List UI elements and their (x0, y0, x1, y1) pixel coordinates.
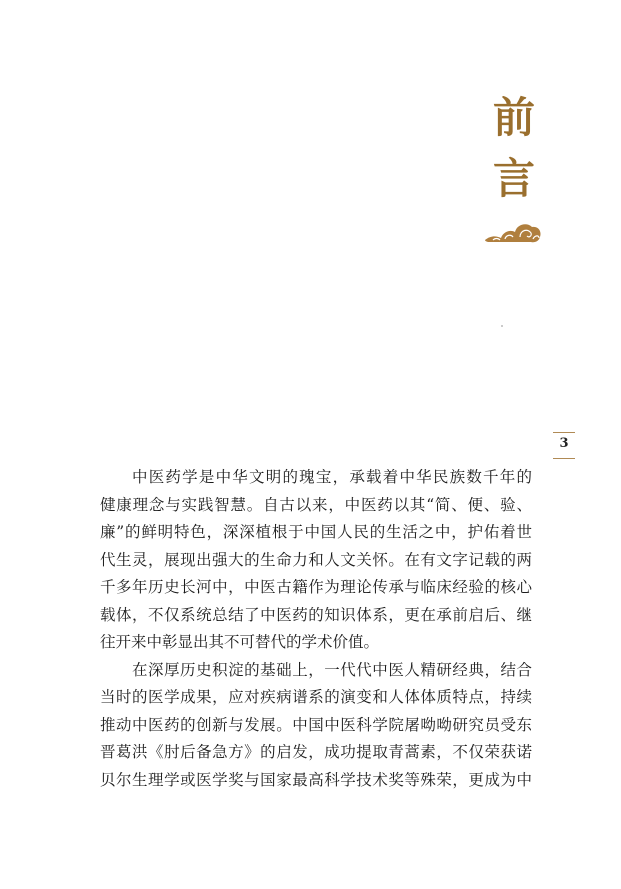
text-line: 千多年历史长河中，中医古籍作为理论传承与临床经验的核心 (100, 578, 532, 596)
text-line: 健康理念与实践智慧。自古以来，中医药以其“简、便、验、 (100, 495, 532, 514)
preface-body (100, 464, 532, 794)
page-number: 3 (559, 436, 569, 451)
heading-char-2: 言 (492, 154, 535, 203)
text-line: 贝尔生理学或医学奖与国家最高科学技术奖等殊荣，更成为中 (100, 770, 532, 789)
heading-char-1: 前 (492, 93, 535, 142)
text-line: 代生灵，展现出强大的生命力和人文关怀。在有文字记载的两 (100, 550, 532, 569)
paragraph-1 (100, 464, 532, 657)
auspicious-cloud-icon (483, 213, 543, 245)
marker-dot (501, 325, 503, 327)
text-line: 晋葛洪《肘后备急方》的启发，成功提取青蒿素，不仅荣获诺 (100, 743, 532, 761)
text-line: 往开来中彰显出其不可替代的学术价值。 (100, 633, 380, 651)
text-line: 当时的医学成果，应对疾病谱系的演变和人体体质特点，持续 (100, 688, 532, 706)
text-line: 廉”的鲜明特色，深深植根于中国人民的生活之中，护佑着世 (100, 523, 532, 541)
text-line: 载体，不仅系统总结了中医药的知识体系，更在承前启后、继 (100, 605, 532, 624)
text-line: 在深厚历史积淀的基础上，一代代中医人精研经典，结合 (132, 660, 532, 679)
text-line: 中医药学是中华文明的瑰宝，承载着中华民族数千年的 (132, 468, 532, 486)
text-line: 推动中医药的创新与发展。中国中医科学院屠呦呦研究员受东 (100, 715, 532, 734)
paragraph-2 (100, 657, 532, 795)
